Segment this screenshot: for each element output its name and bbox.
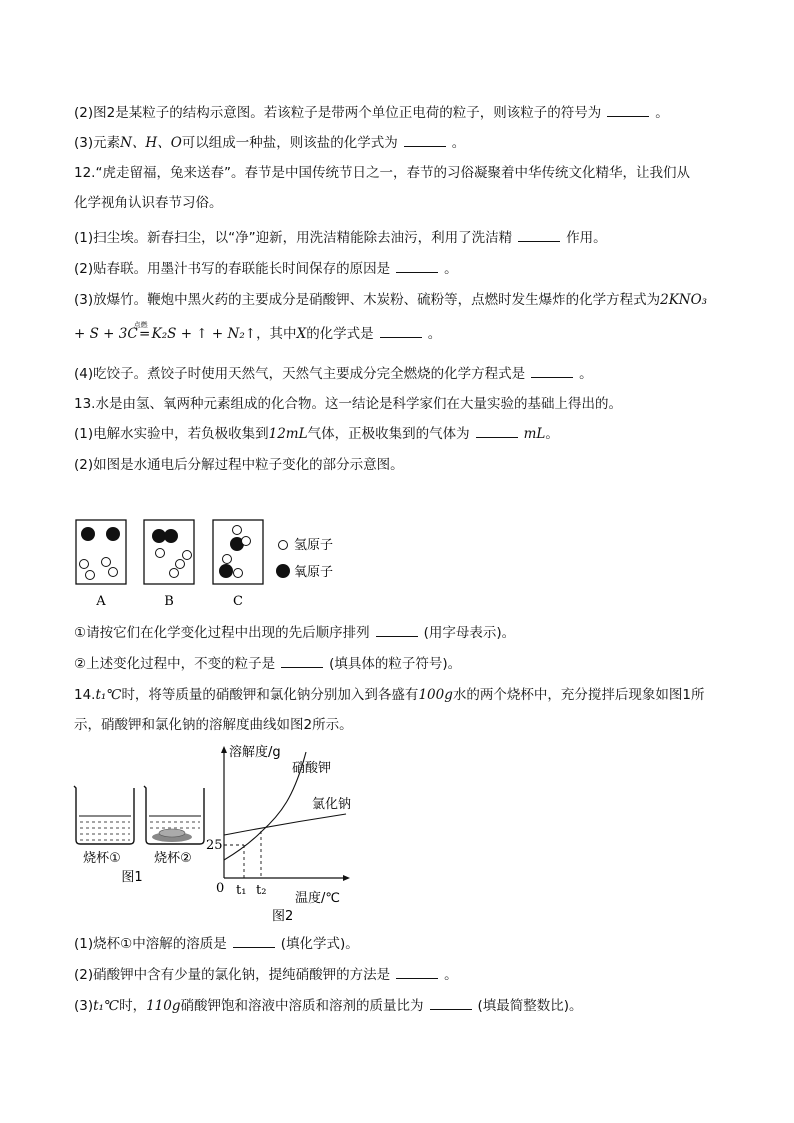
legend-oxygen-icon: [276, 564, 290, 578]
answer-blank[interactable]: [404, 134, 446, 147]
answer-blank[interactable]: [380, 325, 422, 338]
q14-part2: (2)硝酸钾中含有少量的氯化钠，提纯硝酸钾的方法是 。: [74, 967, 458, 983]
q14-part1: (1)烧杯①中溶解的溶质是 (填化学式)。: [74, 936, 359, 952]
beaker-2-label: 烧杯②: [154, 851, 192, 866]
q14-stem: 14.t₁℃时，将等质量的硝酸钾和氯化钠分别加入到各盛有100g水的两个烧杯中，充分搅拌后现象如图1所: [74, 687, 705, 703]
box-a-label: A: [96, 594, 106, 609]
particle-diagram: [70, 518, 370, 613]
answer-blank[interactable]: [430, 997, 472, 1010]
answer-blank[interactable]: [396, 966, 438, 979]
y-axis-label: 溶解度/g: [229, 745, 281, 760]
kno3-label: 硝酸钾: [292, 761, 332, 776]
box-a: [76, 520, 126, 584]
answer-blank[interactable]: [476, 425, 518, 438]
q13-stem: 13.水是由氢、氧两种元素组成的化合物。这一结论是科学家们在大量实验的基础上得出的。: [74, 396, 622, 412]
hydrogen-atom: [86, 571, 95, 580]
q12-part3-equation: + S + 3C 点燃 =K₂S + ↑ + N₂↑，其中X的化学式是 。: [74, 321, 442, 342]
q13-part1: (1)电解水实验中，若负极收集到12mL气体，正极收集到的气体为 mL。: [74, 426, 559, 442]
q12-stem-cont: 化学视角认识春节习俗。: [74, 195, 223, 211]
q13-sub2: ②上述变化过程中，不变的粒子是 (填具体的粒子符号)。: [74, 656, 462, 672]
hydrogen-atom: [170, 569, 179, 578]
q12-stem: 12.“虎走留福，兔来送春”。春节是中国传统节日之一，春节的习俗凝聚着中华传统文化精华，让我们从: [74, 165, 690, 181]
answer-blank[interactable]: [281, 655, 323, 668]
answer-blank[interactable]: [518, 229, 560, 242]
nacl-label: 氯化钠: [312, 797, 352, 812]
hydrogen-atom: [102, 558, 111, 567]
y-tick-25: 25: [206, 838, 223, 853]
legend-hydrogen-label: 氢原子: [294, 538, 334, 553]
figure-2-caption: 图2: [272, 909, 294, 924]
q13-sub1: ①请按它们在化学变化过程中出现的先后顺序排列 (用字母表示)。: [74, 625, 516, 641]
oxygen-atom: [164, 529, 178, 543]
oxygen-atom: [152, 529, 166, 543]
answer-blank[interactable]: [607, 104, 649, 117]
hydrogen-atom: [156, 549, 165, 558]
hydrogen-atom: [109, 568, 118, 577]
legend-hydrogen-icon: [279, 541, 288, 550]
hydrogen-atom: [242, 537, 251, 546]
reaction-condition: 点燃 =: [133, 321, 151, 342]
figure-1-caption: 图1: [121, 870, 143, 885]
hydrogen-atom: [234, 569, 243, 578]
q13-part2: (2)如图是水通电后分解过程中粒子变化的部分示意图。: [74, 457, 404, 473]
hydrogen-atom: [183, 551, 192, 560]
q12-part1: (1)扫尘埃。新春扫尘，以“净”迎新，用洗洁精能除去油污，利用了洗洁精 作用。: [74, 230, 607, 246]
beaker-1: [74, 786, 134, 844]
hydrogen-atom: [80, 560, 89, 569]
q12-part2: (2)贴春联。用墨汁书写的春联能长时间保存的原因是 。: [74, 261, 458, 277]
answer-blank[interactable]: [376, 624, 418, 637]
origin-label: 0: [216, 881, 225, 896]
beaker-1-label: 烧杯①: [83, 851, 121, 866]
solubility-chart: [206, 744, 351, 924]
q11-part3: (3)元素N、H、O可以组成一种盐，则该盐的化学式为 。: [74, 135, 466, 151]
oxygen-atom: [81, 527, 95, 541]
oxygen-atom: [106, 527, 120, 541]
box-c: [213, 520, 263, 584]
answer-blank[interactable]: [233, 935, 275, 948]
q14-part3: (3)t₁℃时，110g硝酸钾饱和溶液中溶质和溶剂的质量比为 (填最简整数比)。: [74, 998, 583, 1014]
q12-part4: (4)吃饺子。煮饺子时使用天然气，天然气主要成分完全燃烧的化学方程式是 。: [74, 366, 593, 382]
answer-blank[interactable]: [396, 260, 438, 273]
hydrogen-atom: [233, 526, 242, 535]
x-axis-label: 温度/℃: [295, 891, 340, 906]
q14-stem-cont: 示，硝酸钾和氯化钠的溶解度曲线如图2所示。: [74, 717, 353, 733]
oxygen-atom: [219, 564, 233, 578]
t1-label: t₁: [236, 883, 247, 898]
box-b: [144, 520, 194, 584]
q12-part3: (3)放爆竹。鞭炮中黑火药的主要成分是硝酸钾、木炭粉、硫粉等，点燃时发生爆炸的化学方程式为2KNO₃: [74, 292, 708, 308]
box-c-label: C: [233, 594, 243, 609]
hydrogen-atom: [223, 555, 232, 564]
answer-blank[interactable]: [531, 365, 573, 378]
box-b-label: B: [164, 594, 174, 609]
solubility-figure: [66, 742, 366, 930]
beaker-2: [144, 786, 204, 844]
nacl-curve: [224, 814, 346, 835]
t2-label: t₂: [256, 883, 267, 898]
q11-part2: (2)图2是某粒子的结构示意图。若该粒子是带两个单位正电荷的粒子，则该粒子的符号为 。: [74, 105, 669, 121]
legend-oxygen-label: 氧原子: [294, 565, 334, 580]
hydrogen-atom: [176, 560, 185, 569]
